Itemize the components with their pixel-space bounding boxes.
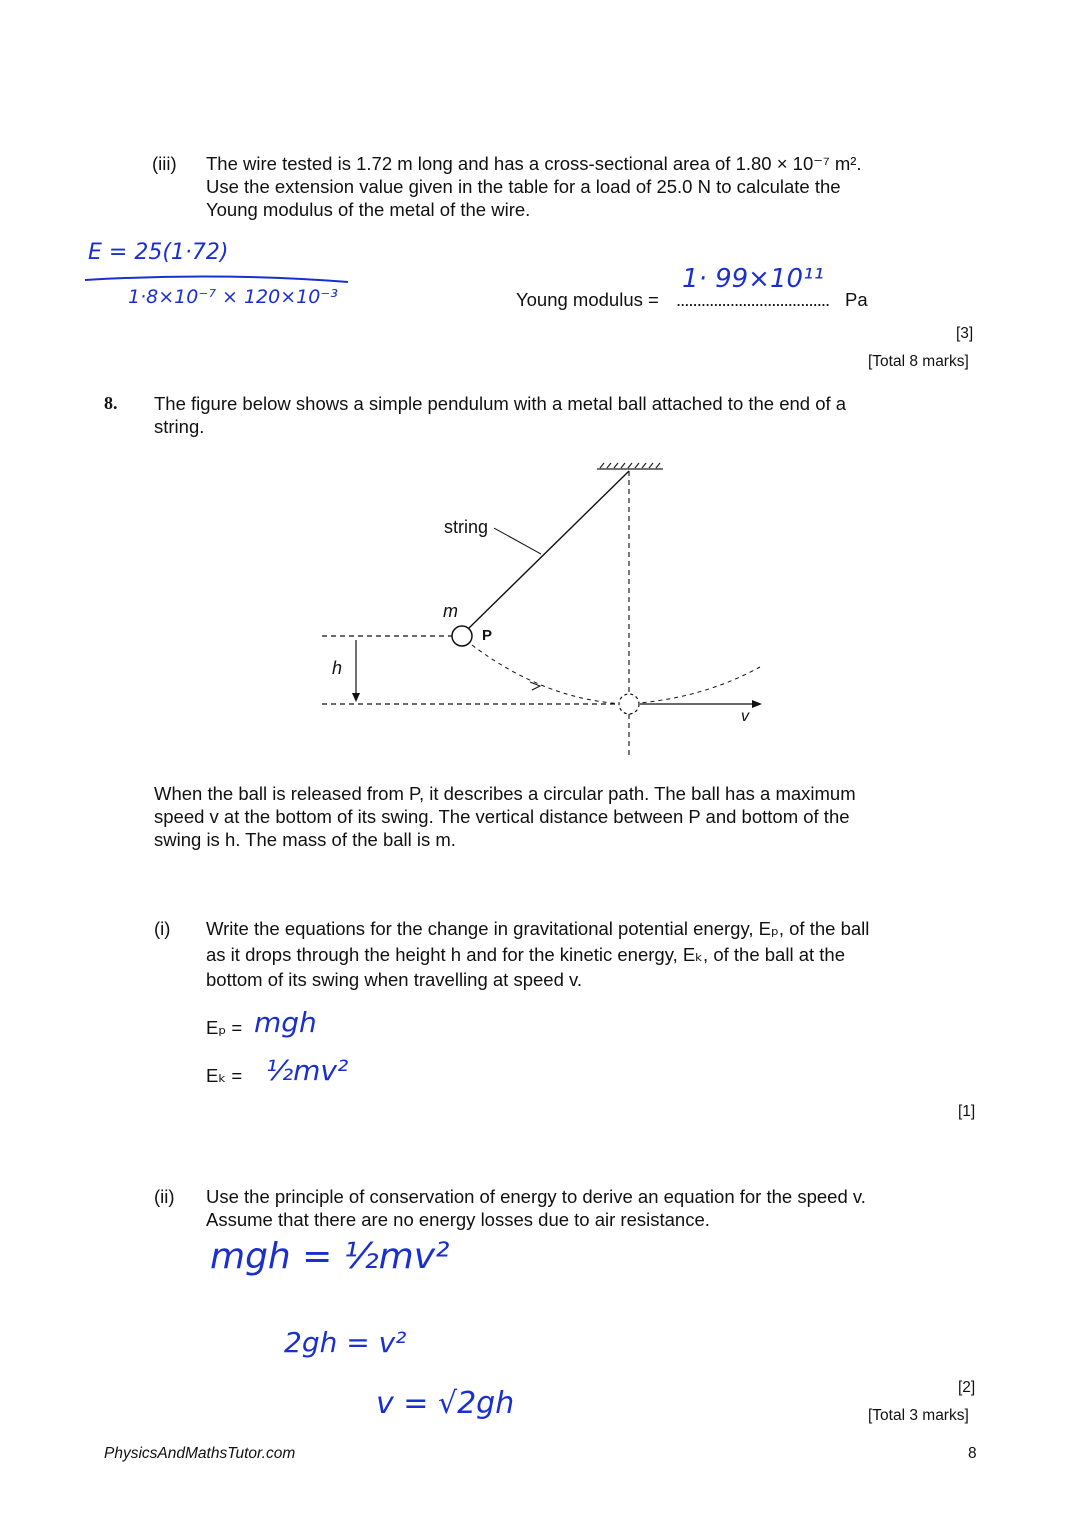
q7-total-marks: [Total 8 marks]: [868, 353, 969, 370]
swing-path: [472, 645, 760, 704]
young-modulus-answer-line: .....................................: [676, 289, 830, 310]
q8-part-ii-line2: Assume that there are no energy losses due to air resistance.: [206, 1209, 710, 1230]
footer-source: PhysicsAndMathsTutor.com: [104, 1445, 296, 1462]
page-number: 8: [968, 1445, 977, 1462]
q8-part-i-line3: bottom of its swing when travelling at speed v.: [206, 969, 583, 990]
q8-desc-line2: speed v at the bottom of its swing. The vertical distance between P and bottom of the: [154, 806, 850, 827]
handwritten-numerator: E = 25(1·72): [88, 240, 229, 265]
q8-intro-line2: string.: [154, 416, 205, 437]
q8-part-i-line1: Write the equations for the change in gravitational potential energy, Eₚ, of the ball: [206, 918, 870, 939]
handwritten-denominator: 1·8×10⁻⁷ × 120×10⁻³: [128, 286, 338, 308]
pendulum-ball: [452, 626, 472, 646]
handwritten-rearranged-equation: 2gh = v²: [284, 1326, 407, 1359]
handwritten-young-modulus-answer: 1· 99×10¹¹: [682, 264, 824, 294]
ek-label: Eₖ =: [206, 1065, 243, 1086]
q8-total-marks: [Total 3 marks]: [868, 1407, 969, 1424]
handwritten-ek-answer: ½mv²: [266, 1054, 349, 1087]
q7-marks: [3]: [956, 325, 974, 342]
young-modulus-unit: Pa: [845, 289, 868, 310]
ball-bottom-position: [619, 694, 639, 714]
mass-label: m: [443, 601, 458, 621]
q8-part-i-marks: [1]: [958, 1103, 976, 1120]
young-modulus-label: Young modulus =: [516, 289, 659, 310]
q8-desc-line1: When the ball is released from P, it describes a circular path. The ball has a maximum: [154, 783, 856, 804]
height-label: h: [332, 658, 343, 678]
handwritten-conservation-equation: mgh = ½mv²: [210, 1236, 450, 1277]
q8-intro-line1: The figure below shows a simple pendulum with a metal ball attached to the end of a: [154, 393, 847, 414]
q7-part-iii-line2: Use the extension value given in the table for a load of 25.0 N to calculate the: [206, 176, 841, 197]
q8-part-i-line2: as it drops through the height h and for the kinetic energy, Eₖ, of the ball at the: [206, 944, 845, 965]
q8-part-ii-label: (ii): [154, 1186, 175, 1207]
q7-part-iii-line1: The wire tested is 1.72 m long and has a cross-sectional area of 1.80 × 10⁻⁷ m².: [206, 153, 862, 174]
q8-number: 8.: [104, 393, 118, 413]
q8-desc-line3: swing is h. The mass of the ball is m.: [154, 829, 456, 850]
string-label-leader: [494, 528, 541, 554]
handwritten-speed-result: v = √2gh: [376, 1386, 515, 1421]
handwritten-ep-answer: mgh: [254, 1006, 317, 1039]
q7-part-iii-line3: Young modulus of the metal of the wire.: [206, 199, 531, 220]
q8-part-i-label: (i): [154, 918, 171, 939]
ep-label: Eₚ =: [206, 1017, 243, 1038]
q8-part-ii-marks: [2]: [958, 1379, 976, 1396]
point-p-label: P: [482, 627, 493, 644]
q8-part-ii-line1: Use the principle of conservation of energy to derive an equation for the speed v.: [206, 1186, 866, 1207]
q7-part-iii-label: (iii): [152, 153, 177, 174]
pendulum-string: [468, 471, 629, 629]
string-label: string: [444, 517, 489, 537]
velocity-label: v: [741, 708, 749, 725]
ceiling-support: [597, 463, 663, 469]
